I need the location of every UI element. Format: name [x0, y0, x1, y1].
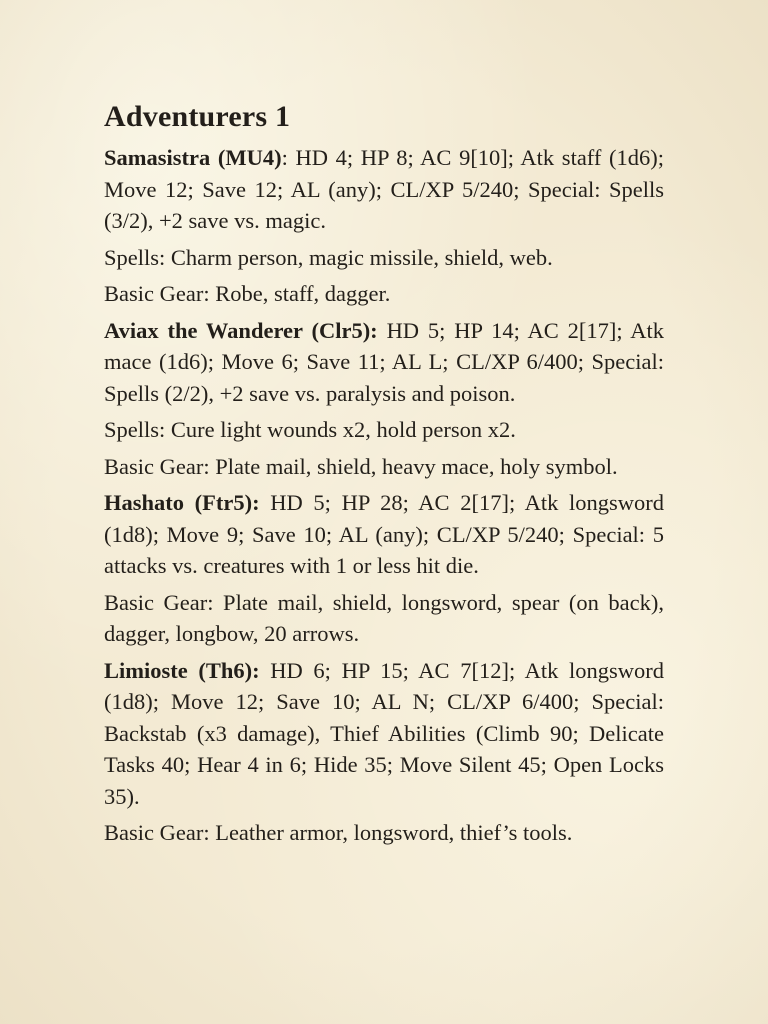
character-stats: HD 5; HP 14; AC 2[17]; Atk mace (1d6); Move 6; Save 11; AL L; CL/XP 6/400; Special: Spells (2/2), +2 save vs. paralysis and poison.: [104, 317, 664, 406]
character-gear: Basic Gear: Robe, staff, dagger.: [104, 281, 391, 306]
character-name: Aviax the Wanderer (Clr5):: [104, 317, 378, 343]
character-stats: HD 6; HP 15; AC 7[12]; Atk longsword (1d8); Move 12; Save 10; AL N; CL/XP 6/400; Special: Backstab (x3 damage), Thief Abilities (Climb 90; Delicate Tasks 40; Hear 4 in 6; Hide 35; Move Silent 45; Open Locks 35).: [104, 657, 664, 809]
character-stat-block: [104, 142, 664, 237]
character-gear: Basic Gear: Plate mail, shield, heavy mace, holy symbol.: [104, 453, 618, 479]
character-stat-block: [104, 487, 664, 582]
character-spells: Spells: Cure light wounds x2, hold person x2.: [104, 417, 516, 442]
character-name: Samasistra (MU4): [104, 145, 282, 170]
character-stat-block: [104, 655, 664, 813]
character-stats: HD 5; HP 28; AC 2[17]; Atk longsword (1d8); Move 9; Save 10; AL (any); CL/XP 5/240; Special: 5 attacks vs. creatures with 1 or less hit die.: [104, 490, 665, 578]
character-stats: HD 4; HP 8; AC 9[10]; Atk staff (1d6); Move 12; Save 12; AL (any); CL/XP 5/240; Special: Spells (3/2), +2 save vs. magic.: [104, 145, 664, 233]
character-name: Hashato (Ftr5):: [104, 490, 260, 515]
name-separator: :: [281, 145, 288, 170]
page-title: Adventurers 1: [104, 100, 291, 133]
character-stat-block: [104, 315, 664, 410]
character-spells: Spells: Charm person, magic missile, shield, web.: [104, 244, 553, 270]
document-page: [104, 98, 664, 854]
character-gear: Basic Gear: Plate mail, shield, longsword, spear (on back), dagger, longbow, 20 arrows.: [104, 589, 664, 646]
character-name: Limioste (Th6):: [104, 657, 260, 683]
character-gear: Basic Gear: Leather armor, longsword, thief’s tools.: [104, 820, 573, 845]
